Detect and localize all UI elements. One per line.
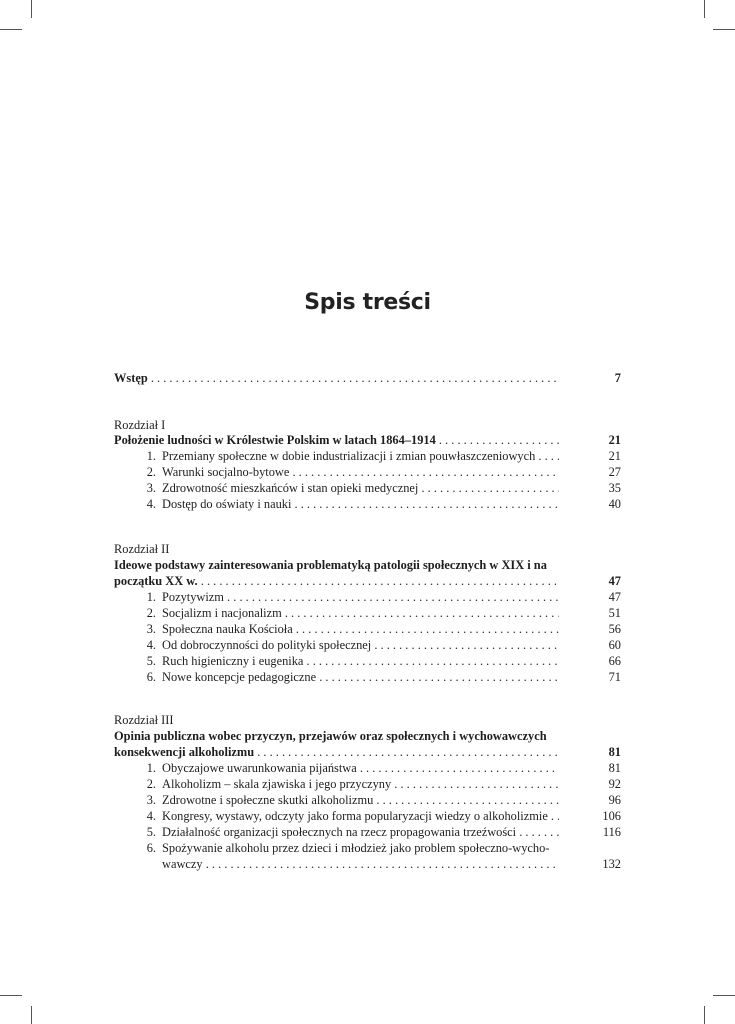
toc-item[interactable] <box>141 589 621 605</box>
toc-item-number: 2. <box>146 465 156 479</box>
toc-item[interactable] <box>141 808 621 824</box>
toc-item-label: Socjalizm i nacjonalizm . . . <box>162 605 559 621</box>
toc-item[interactable] <box>141 605 621 621</box>
toc-page-number: 106 <box>602 809 621 823</box>
toc-item[interactable] <box>141 824 621 840</box>
toc-item-continuation[interactable] <box>162 856 621 872</box>
toc-item-label: Przemiany społeczne w dobie industrializacji i zmian pouwłaszczeniowych . . . <box>162 448 559 464</box>
toc-item-label: Alkoholizm – skala zjawiska i jego przyczyny . . . <box>162 776 559 792</box>
toc-item-number: 5. <box>146 654 156 668</box>
toc-item-number: 3. <box>146 793 156 807</box>
toc-item-label: Ruch higieniczny i eugenika . . . <box>162 653 559 669</box>
toc-entry-label: początku XX w. . . . <box>114 573 559 589</box>
toc-item-number: 2. <box>146 777 156 791</box>
crop-mark-bottom-right-vertical <box>704 1006 705 1024</box>
toc-item[interactable] <box>141 496 621 512</box>
toc-page-number: 21 <box>608 449 621 463</box>
toc-item-number: 1. <box>146 590 156 604</box>
toc-page-number: 66 <box>608 654 621 668</box>
toc-item-number: 4. <box>146 638 156 652</box>
toc-entry-label: konsekwencji alkoholizmu . . . <box>114 744 559 760</box>
toc-page-number: 60 <box>608 638 621 652</box>
toc-item-label: Kongresy, wystawy, odczyty jako forma popularyzacji wiedzy o alkoholizmie . . . <box>162 808 559 824</box>
crop-mark-top-right-vertical <box>704 0 705 18</box>
crop-mark-top-left-vertical <box>31 0 32 18</box>
toc-item-number: 6. <box>146 670 156 684</box>
toc-item-number: 6. <box>146 841 156 855</box>
toc-chapter-title[interactable] <box>114 432 621 448</box>
toc-chapter-title-line[interactable]: Ideowe podstawy zainteresowania problematyką patologii społecznych w XIX i na <box>114 558 547 572</box>
toc-item[interactable] <box>141 621 621 637</box>
toc-item-label: Obyczajowe uwarunkowania pijaństwa . . . <box>162 760 559 776</box>
crop-mark-bottom-left-vertical <box>31 1006 32 1024</box>
toc-item[interactable] <box>141 653 621 669</box>
toc-page-number: 47 <box>608 590 621 604</box>
toc-page-number: 81 <box>608 745 621 759</box>
crop-mark-top-left-horizontal <box>0 29 22 30</box>
toc-item-label: Społeczna nauka Kościoła . . . <box>162 621 559 637</box>
toc-item-number: 4. <box>146 809 156 823</box>
toc-page-number: 81 <box>608 761 621 775</box>
toc-item-label: Warunki socjalno-bytowe . . . <box>162 464 559 480</box>
toc-item-number: 4. <box>146 497 156 511</box>
toc-item-label: Spożywanie alkoholu przez dzieci i młodzież jako problem społeczno-wycho- <box>162 841 550 855</box>
toc-item-label: Dostęp do oświaty i nauki . . . <box>162 496 559 512</box>
toc-page-number: 56 <box>608 622 621 636</box>
toc-item-number: 1. <box>146 761 156 775</box>
toc-item[interactable] <box>141 792 621 808</box>
toc-page-number: 132 <box>602 857 621 871</box>
toc-item-label: wawczy . . . <box>162 856 559 872</box>
toc-page-number: 71 <box>608 670 621 684</box>
toc-page-number: 35 <box>608 481 621 495</box>
toc-page-number: 27 <box>608 465 621 479</box>
toc-item[interactable] <box>141 760 621 776</box>
toc-item-label: Od dobroczynności do polityki społecznej . . . <box>162 637 559 653</box>
toc-item[interactable] <box>141 464 621 480</box>
chapter-label: Rozdział III <box>114 713 174 727</box>
toc-entry-label: Położenie ludności w Królestwie Polskim w latach 1864–1914 . . . <box>114 432 559 448</box>
crop-mark-bottom-right-horizontal <box>713 995 735 996</box>
toc-entry-label: Wstęp . . . <box>114 370 559 386</box>
toc-chapter-title[interactable] <box>114 744 621 760</box>
toc-item-first-line[interactable] <box>141 840 581 856</box>
toc-item-number: 2. <box>146 606 156 620</box>
toc-item-label: Pozytywizm . . . <box>162 589 559 605</box>
chapter-label: Rozdział II <box>114 542 170 556</box>
toc-chapter-title-line[interactable]: Opinia publiczna wobec przyczyn, przejawów oraz społecznych i wychowawczych <box>114 729 547 743</box>
toc-item-number: 3. <box>146 481 156 495</box>
toc-item[interactable] <box>141 448 621 464</box>
toc-item-number: 1. <box>146 449 156 463</box>
toc-item[interactable] <box>141 480 621 496</box>
toc-item-label: Zdrowotność mieszkańców i stan opieki medycznej . . . <box>162 480 559 496</box>
toc-item[interactable] <box>141 776 621 792</box>
crop-mark-top-right-horizontal <box>713 29 735 30</box>
crop-mark-bottom-left-horizontal <box>0 995 22 996</box>
toc-item-number: 3. <box>146 622 156 636</box>
toc-item-number: 5. <box>146 825 156 839</box>
toc-page-number: 92 <box>608 777 621 791</box>
toc-item[interactable] <box>141 637 621 653</box>
chapter-label: Rozdział I <box>114 418 166 432</box>
toc-page-number: 47 <box>608 574 621 588</box>
toc-item-label: Działalność organizacji społecznych na rzecz propagowania trzeźwości . . . <box>162 824 559 840</box>
toc-page-number: 7 <box>614 371 621 385</box>
toc-item-label: Zdrowotne i społeczne skutki alkoholizmu . . . <box>162 792 559 808</box>
toc-page-number: 116 <box>602 825 621 839</box>
toc-item-label: Nowe koncepcje pedagogiczne . . . <box>162 669 559 685</box>
toc-item[interactable] <box>141 669 621 685</box>
toc-page-number: 21 <box>608 433 621 447</box>
page-title: Spis treści <box>304 290 431 315</box>
toc-page-number: 96 <box>608 793 621 807</box>
toc-entry-intro[interactable] <box>114 370 621 386</box>
toc-chapter-title[interactable] <box>114 573 621 589</box>
toc-page-number: 51 <box>608 606 621 620</box>
toc-page-number: 40 <box>608 497 621 511</box>
